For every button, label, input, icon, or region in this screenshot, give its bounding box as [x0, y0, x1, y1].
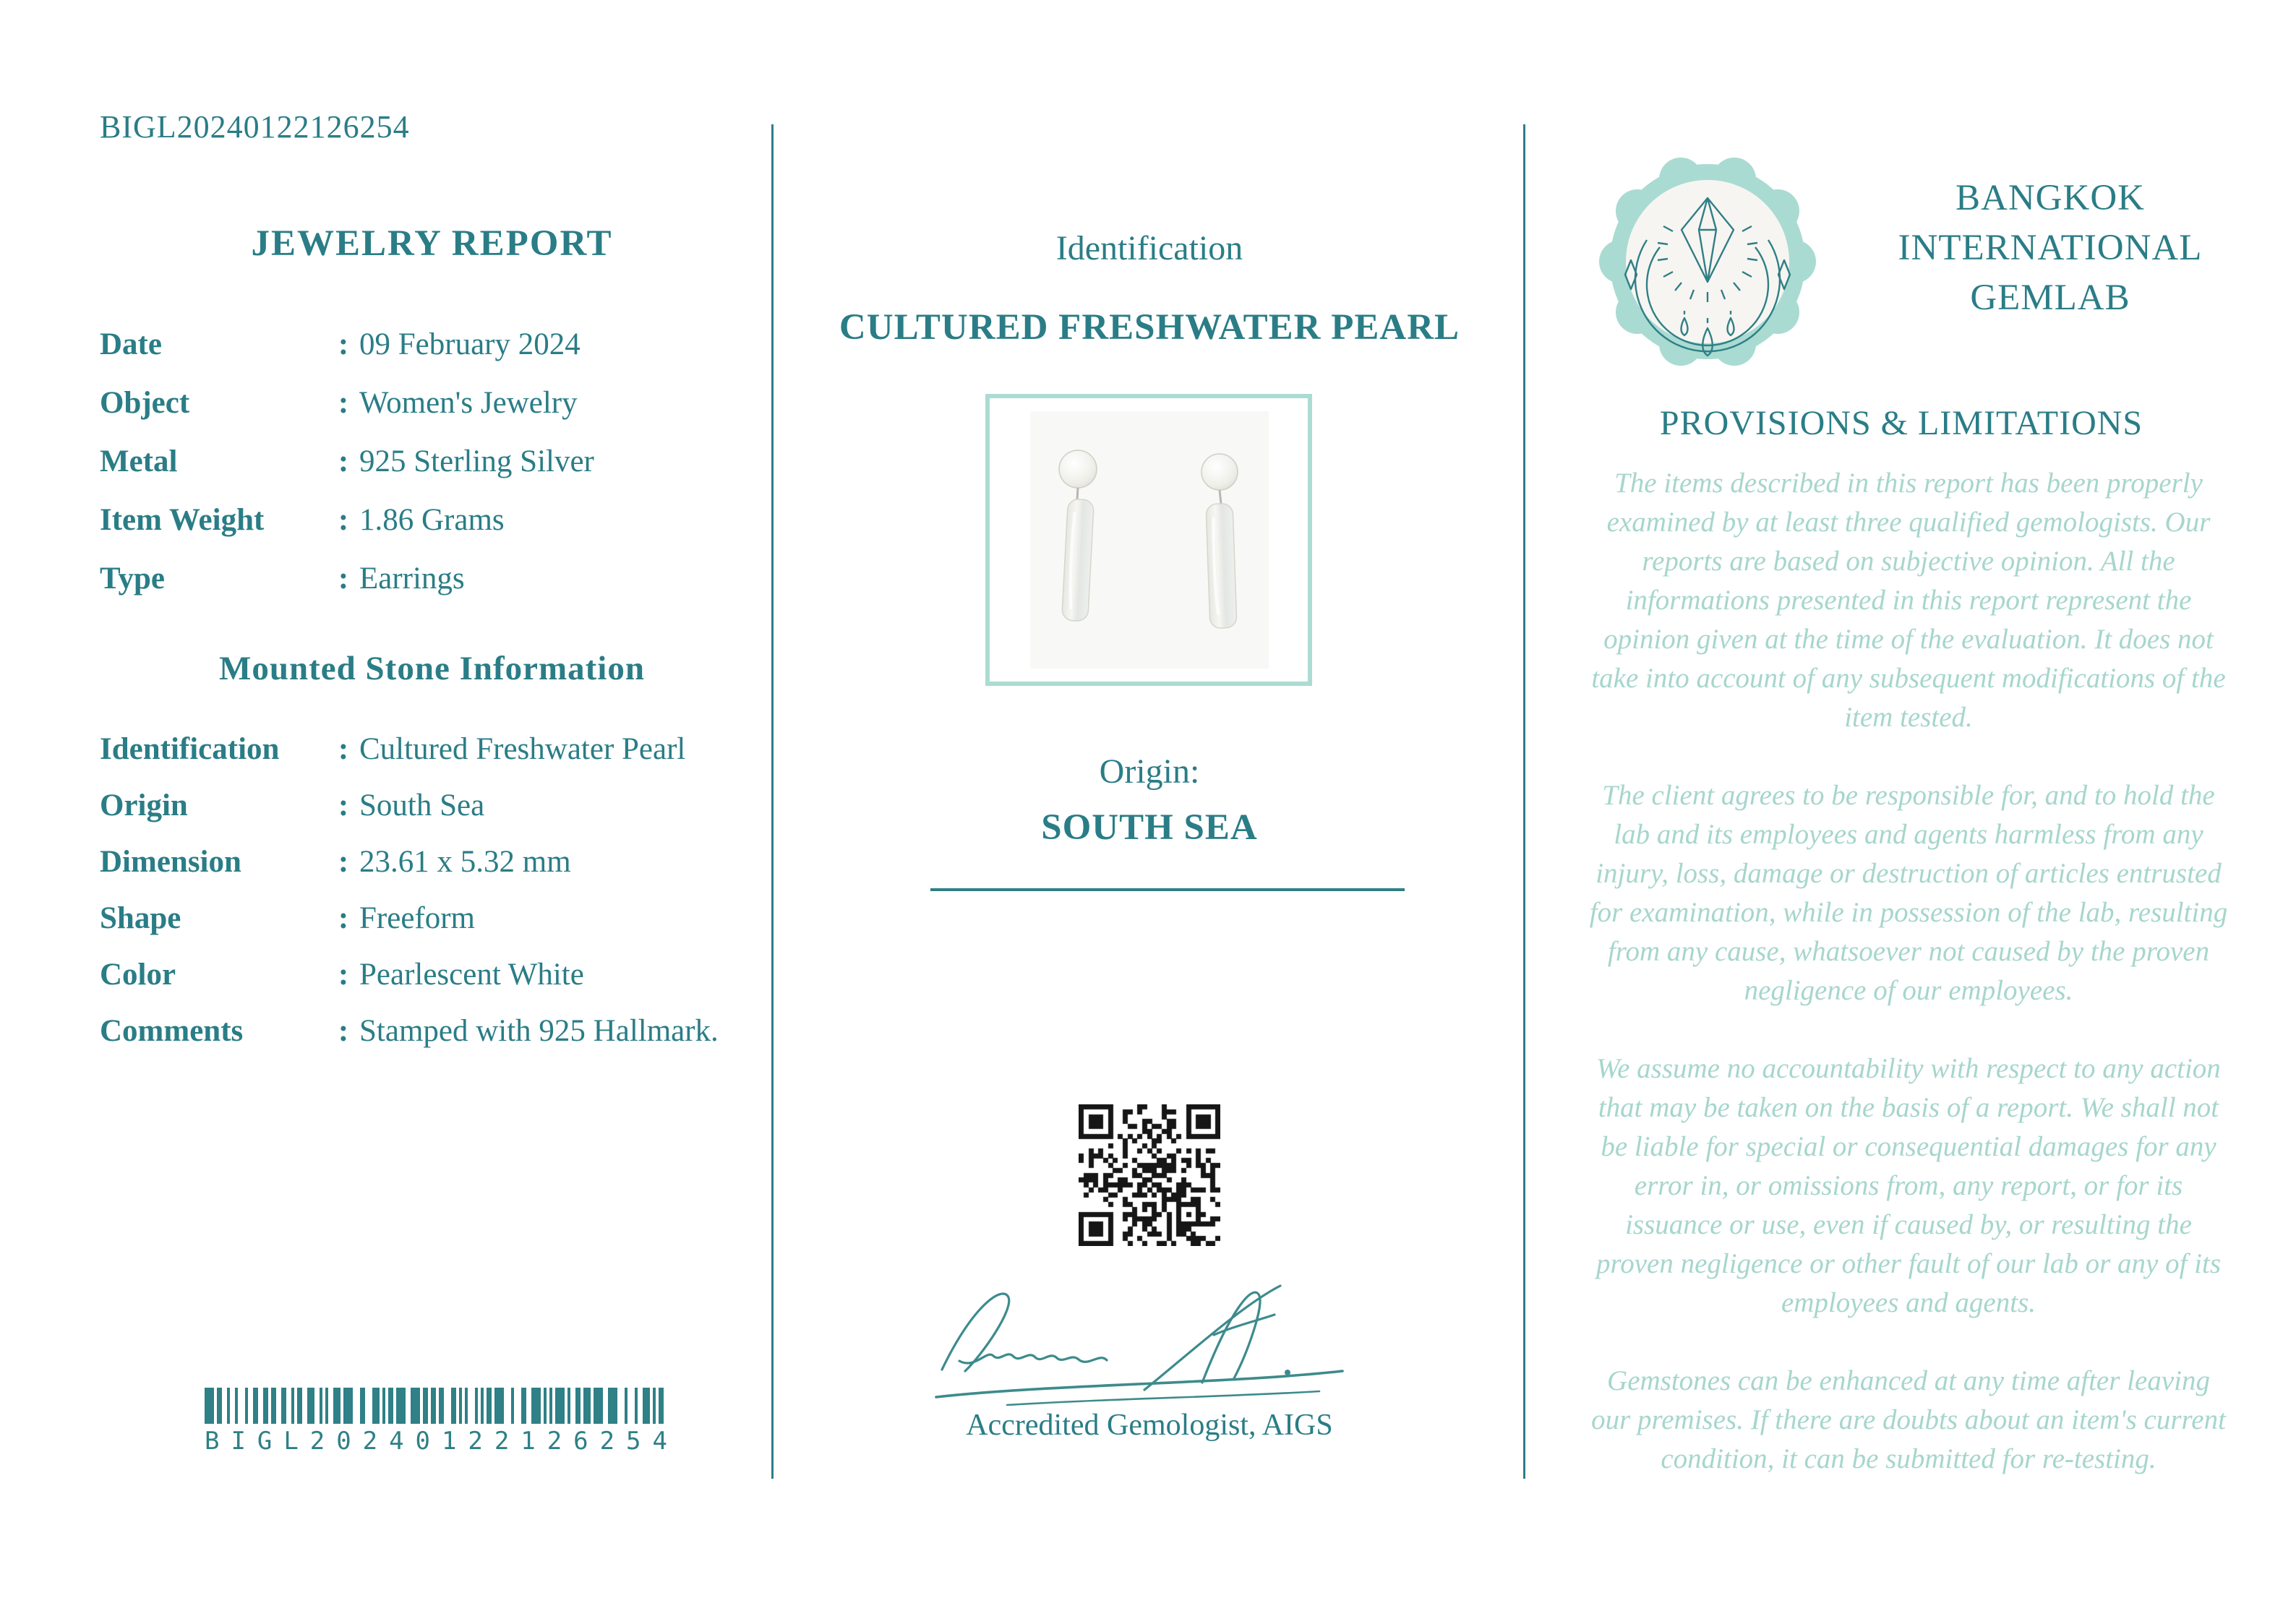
- item-photo: [985, 394, 1312, 686]
- field-row: [100, 444, 765, 502]
- provisions-title: PROVISIONS & LIMITATIONS: [1659, 404, 2143, 442]
- barcode-bar: [253, 1388, 258, 1424]
- barcode-bar: [271, 1388, 276, 1424]
- field-colon: :: [338, 1014, 349, 1048]
- barcode-icon: [205, 1388, 667, 1424]
- barcode-bar: [511, 1388, 514, 1424]
- barcode: [205, 1388, 667, 1456]
- barcode-bar: [659, 1388, 664, 1424]
- origin-label: Origin:: [1099, 752, 1200, 791]
- field-value: 925 Sterling Silver: [359, 444, 594, 478]
- barcode-bar: [625, 1388, 627, 1424]
- field-row: [100, 502, 765, 561]
- barcode-char: 2: [309, 1427, 325, 1456]
- field-colon: :: [338, 789, 349, 822]
- field-row: [100, 1013, 765, 1070]
- barcode-char: L: [283, 1427, 299, 1456]
- barcode-bar: [382, 1388, 385, 1424]
- barcode-bar: [465, 1388, 468, 1424]
- field-value: Freeform: [359, 901, 475, 935]
- field-colon: :: [338, 444, 349, 478]
- field-value: Cultured Freshwater Pearl: [359, 732, 686, 766]
- barcode-bar: [320, 1388, 322, 1424]
- field-row: [100, 561, 765, 619]
- provision-paragraph: Gemstones can be enhanced at any time after leaving our premises. If there are doubts about an item's current condition, it can be submitted for re-testing.: [1591, 1365, 2226, 1474]
- barcode-bar: [439, 1388, 444, 1424]
- gem-pendant-badge-icon: [1599, 153, 1816, 370]
- barcode-bar: [235, 1388, 238, 1424]
- column-divider-right: [1523, 124, 1525, 1479]
- lab-name-line: BANGKOK: [1956, 178, 2145, 218]
- field-row: [100, 385, 765, 444]
- barcode-char: 1: [441, 1427, 457, 1456]
- barcode-char: 5: [626, 1427, 641, 1456]
- barcode-bar: [494, 1388, 504, 1424]
- barcode-char: 4: [652, 1427, 667, 1456]
- barcode-bar: [423, 1388, 428, 1424]
- barcode-bar: [653, 1388, 656, 1424]
- provision-paragraph: We assume no accountability with respect to any action that may be taken on the basis of a report. We shall not be liable for special or consequential damages for any error in, or omissions from, any report, or for its issuance or use, even if caused by, or resulting the proven negligence or other fault of our lab or any of its employees and agents.: [1595, 1053, 2222, 1318]
- field-value: Women's Jewelry: [359, 386, 578, 420]
- barcode-bar: [245, 1388, 248, 1424]
- field-label: Comments: [100, 1014, 244, 1048]
- field-colon: :: [338, 901, 349, 935]
- barcode-bar: [431, 1388, 436, 1424]
- field-label: Metal: [100, 444, 178, 478]
- field-row: [100, 327, 765, 385]
- signature-icon: [914, 1268, 1384, 1406]
- barcode-bar: [205, 1388, 214, 1424]
- barcode-char: 2: [468, 1427, 483, 1456]
- lab-name-line: GEMLAB: [1970, 278, 2130, 318]
- barcode-bar: [291, 1388, 294, 1424]
- field-label: Date: [100, 327, 162, 361]
- barcode-bar: [281, 1388, 286, 1424]
- barcode-bar: [217, 1388, 222, 1424]
- lab-name: [1841, 173, 2260, 323]
- jewelry-fields: [100, 327, 765, 619]
- barcode-bar: [411, 1388, 420, 1424]
- field-label: Dimension: [100, 845, 241, 879]
- barcode-char: 4: [389, 1427, 404, 1456]
- field-label: Identification: [100, 732, 280, 766]
- barcode-char: 6: [573, 1427, 588, 1456]
- barcode-bar: [487, 1388, 492, 1424]
- barcode-bar: [360, 1388, 365, 1424]
- barcode-bar: [567, 1388, 570, 1424]
- signature-caption: Accredited Gemologist, AIGS: [966, 1409, 1333, 1442]
- barcode-bar: [575, 1388, 581, 1424]
- report-number: BIGL20240122126254: [100, 109, 410, 145]
- field-value: Earrings: [359, 562, 465, 596]
- barcode-bar: [227, 1388, 230, 1424]
- barcode-char: I: [231, 1427, 246, 1456]
- barcode-char: 1: [521, 1427, 536, 1456]
- mounted-stone-title: Mounted Stone Information: [218, 650, 646, 687]
- barcode-char: 2: [547, 1427, 562, 1456]
- field-value: 09 February 2024: [359, 327, 581, 361]
- field-row: [100, 731, 765, 788]
- barcode-char: 2: [362, 1427, 378, 1456]
- field-label: Type: [100, 562, 165, 596]
- origin-value: SOUTH SEA: [1041, 807, 1258, 848]
- qr-code-icon: [1079, 1104, 1220, 1246]
- barcode-bar: [608, 1388, 617, 1424]
- barcode-bar: [451, 1388, 456, 1424]
- barcode-char: 2: [494, 1427, 510, 1456]
- barcode-bar: [635, 1388, 638, 1424]
- barcode-char: B: [205, 1427, 220, 1456]
- barcode-bar: [263, 1388, 268, 1424]
- field-colon: :: [338, 562, 349, 596]
- barcode-bar: [555, 1388, 565, 1424]
- field-label: Origin: [100, 789, 188, 822]
- identification-heading: Identification: [1055, 229, 1243, 267]
- barcode-bar: [459, 1388, 462, 1424]
- barcode-bar: [643, 1388, 650, 1424]
- field-value: 23.61 x 5.32 mm: [359, 845, 571, 879]
- qr-code-canvas: [1079, 1104, 1220, 1246]
- field-colon: :: [338, 845, 349, 879]
- field-colon: :: [338, 958, 349, 992]
- barcode-bar: [297, 1388, 302, 1424]
- page-title: JEWELRY REPORT: [251, 223, 613, 264]
- barcode-text: [205, 1427, 667, 1456]
- field-colon: :: [338, 732, 349, 766]
- field-label: Shape: [100, 901, 181, 935]
- barcode-char: 0: [336, 1427, 351, 1456]
- barcode-bar: [372, 1388, 380, 1424]
- field-row: [100, 901, 765, 957]
- barcode-bar: [521, 1388, 526, 1424]
- barcode-bar: [307, 1388, 314, 1424]
- provision-paragraph: The items described in this report has been properly examined by at least three qualified gemologists. Our reports are based on subjective opinion. All the informations presented in this report represent the opinion given at the time of the evaluation. It does not take into account of any subsequent modifications of the item tested.: [1591, 468, 2226, 733]
- provision-paragraph: The client agrees to be responsible for, and to hold the lab and its employees and agents harmless from any injury, loss, damage or destruction of articles entrusted for examination, while in possession of the lab, resulting from any cause, whatsoever not caused by the proven negligence of our employees.: [1589, 780, 2228, 1006]
- barcode-bar: [343, 1388, 353, 1424]
- field-label: Color: [100, 958, 176, 992]
- barcode-char: G: [257, 1427, 273, 1456]
- field-value: Stamped with 925 Hallmark.: [359, 1014, 719, 1048]
- lab-logo: [1599, 153, 1816, 370]
- barcode-bar: [333, 1388, 340, 1424]
- field-colon: :: [338, 386, 349, 420]
- gemologist-signature: [914, 1268, 1384, 1406]
- mounted-stone-fields: [100, 731, 765, 1070]
- field-label: Item Weight: [100, 503, 265, 537]
- barcode-bar: [325, 1388, 328, 1424]
- field-row: [100, 844, 765, 901]
- lab-name-line: INTERNATIONAL: [1898, 228, 2203, 268]
- barcode-bar: [475, 1388, 478, 1424]
- identification-result: CULTURED FRESHWATER PEARL: [839, 307, 1460, 348]
- field-colon: :: [338, 327, 349, 361]
- provisions-paragraphs: [1588, 464, 2229, 1518]
- barcode-bar: [481, 1388, 484, 1424]
- barcode-char: 2: [599, 1427, 615, 1456]
- barcode-bar: [388, 1388, 393, 1424]
- barcode-bar: [544, 1388, 547, 1424]
- barcode-bar: [549, 1388, 552, 1424]
- field-colon: :: [338, 503, 349, 537]
- field-label: Object: [100, 386, 190, 420]
- field-value: South Sea: [359, 789, 485, 822]
- earrings-photo-icon: [990, 398, 1308, 682]
- column-divider-left: [771, 124, 774, 1479]
- field-value: 1.86 Grams: [359, 503, 505, 537]
- barcode-bar: [396, 1388, 406, 1424]
- origin-underline: [930, 888, 1405, 891]
- barcode-bar: [531, 1388, 541, 1424]
- field-row: [100, 788, 765, 844]
- field-row: [100, 957, 765, 1013]
- barcode-bar: [594, 1388, 603, 1424]
- barcode-char: 0: [415, 1427, 430, 1456]
- field-value: Pearlescent White: [359, 958, 584, 992]
- barcode-bar: [583, 1388, 591, 1424]
